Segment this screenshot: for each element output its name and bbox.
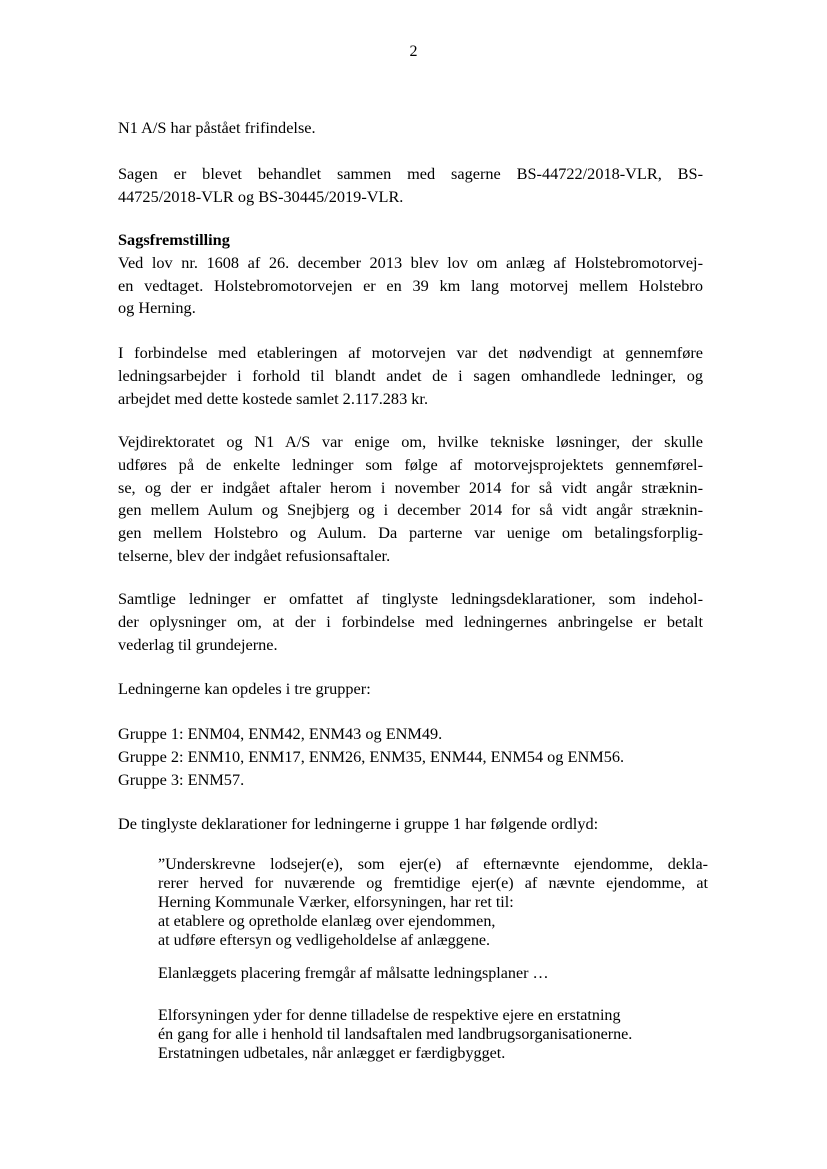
text-line: telserne, blev der indgået refusionsaftaler. [118, 545, 391, 565]
quote-line: Herning Kommunale Værker, elforsyningen, har ret til: [158, 893, 514, 911]
text-line: gen mellem Holstebro og Aulum. Da parterne var uenige om betalingsforplig- [118, 523, 703, 543]
quote-line: Erstatningen udbetales, når anlægget er færdigbygget. [158, 1044, 506, 1062]
quote-line: at udføre eftersyn og vedligeholdelse af anlæggene. [158, 931, 491, 949]
page-number: 2 [409, 43, 418, 60]
text-line: gen mellem Aulum og Snejbjerg og i december 2014 for så vidt angår stræknin- [118, 500, 703, 520]
quote-line: Elforsyningen yder for denne tilladelse de respektive ejere en erstatning [158, 1007, 621, 1024]
text-line: vederlag til grundejerne. [118, 634, 278, 654]
paragraph-facts [118, 229, 703, 320]
text-line: Ved lov nr. 1608 af 26. december 2013 blev lov om anlæg af Holstebromotorvej- [118, 252, 703, 272]
quote-line: ”Underskrevne lodsejer(e), som ejer(e) af efternævnte ejendomme, dekla- [158, 856, 708, 873]
paragraph-joined-cases [118, 163, 703, 209]
text-line: Vejdirektoratet og N1 A/S var enige om, hvilke tekniske løsninger, der skulle [118, 432, 703, 451]
text-line: 44725/2018-VLR og BS-30445/2019-VLR. [118, 186, 404, 206]
text-line: og Herning. [118, 298, 196, 318]
group-item: Gruppe 3: ENM57. [118, 769, 245, 789]
text-line: se, og der er indgået aftaler herom i november 2014 for så vidt angår stræknin- [118, 477, 703, 497]
text-line: en vedtaget. Holstebromotorvejen er en 39 km lang motorvej mellem Holstebro [118, 275, 703, 295]
text-line: arbejdet med dette kostede samlet 2.117.283 kr. [118, 388, 429, 408]
quote-line: at etablere og opretholde elanlæg over ejendommen, [158, 912, 496, 930]
quote-line: rerer herved for nuværende og fremtidige ejer(e) af nævnte ejendomme, at [158, 874, 708, 892]
text-line: N1 A/S har påstået frifindelse. [118, 118, 316, 137]
groups-list [118, 723, 703, 791]
group-item: Gruppe 2: ENM10, ENM17, ENM26, ENM35, ENM44, ENM54 og ENM56. [118, 746, 625, 766]
text-line: De tinglyste deklarationer for ledningerne i gruppe 1 har følgende ordlyd: [118, 814, 599, 833]
paragraph-declarations [118, 588, 703, 656]
section-heading: Sagsfremstilling [118, 230, 230, 249]
paragraph-agreements [118, 431, 703, 568]
text-line: udføres på de enkelte ledninger som følge af motorvejsprojektets gennemførel- [118, 454, 703, 474]
quote-line: Elanlæggets placering fremgår af målsatte ledningsplaner … [158, 965, 549, 982]
text-line: I forbindelse med etableringen af motorvejen var det nødvendigt at gennemføre [118, 343, 703, 362]
paragraph-groups-intro [118, 678, 703, 701]
text-line: ledningsarbejder i forhold til blandt andet de i sagen omhandlede ledninger, og [118, 365, 703, 385]
text-line: Sagen er blevet behandlet sammen med sagerne BS-44722/2018-VLR, BS- [118, 164, 703, 183]
text-line: der oplysninger om, at der i forbindelse med ledningernes anbringelse er betalt [118, 611, 703, 631]
paragraph-wording-intro [118, 813, 703, 836]
paragraph-claim [118, 117, 703, 140]
quote-placement [158, 965, 708, 984]
text-line: Ledningerne kan opdeles i tre grupper: [118, 679, 371, 698]
text-line: Samtlige ledninger er omfattet af tinglyste ledningsdeklarationer, som indehol- [118, 589, 703, 608]
group-item: Gruppe 1: ENM04, ENM42, ENM43 og ENM49. [118, 724, 443, 743]
quote-compensation [158, 1007, 708, 1064]
quote-declaration [158, 856, 708, 951]
paragraph-works [118, 342, 703, 410]
quote-line: én gang for alle i henhold til landsaftalen med landbrugsorganisationerne. [158, 1025, 633, 1043]
